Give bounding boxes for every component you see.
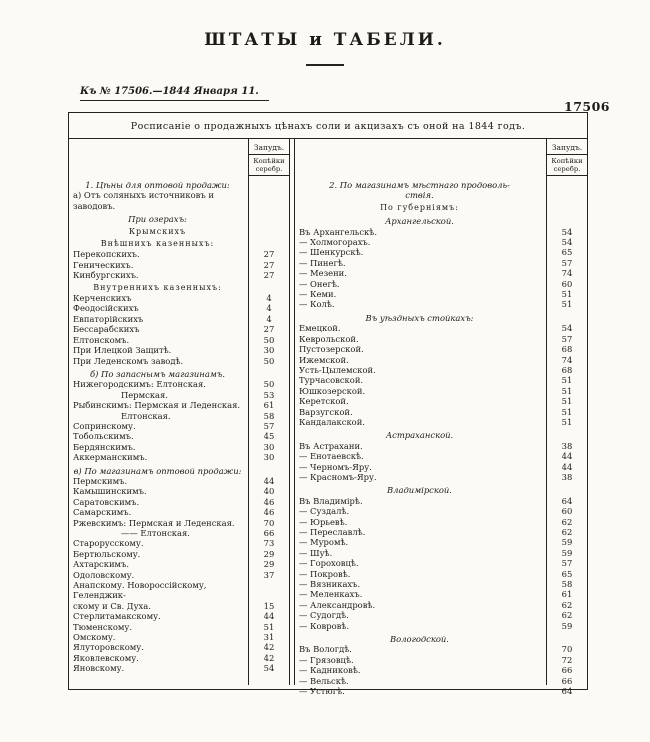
row-label: Кинбургскихъ. — [73, 270, 139, 281]
table-row — [295, 227, 587, 237]
table-row — [295, 258, 587, 268]
table-row — [295, 279, 587, 289]
row-value: 70 — [561, 644, 573, 655]
table-row — [69, 601, 289, 611]
table-row — [295, 589, 587, 599]
table-row — [295, 634, 587, 644]
row-label: Бертюльскому. — [73, 548, 141, 559]
row-label: Въ Владимірѣ. — [299, 495, 363, 506]
table-row — [69, 227, 289, 237]
row-value: 54 — [561, 323, 573, 334]
table-row — [295, 375, 587, 385]
row-label: а) Отъ соляныхъ источниковъ и заводовъ. — [73, 190, 214, 211]
right-column — [295, 139, 587, 697]
table-row — [295, 472, 587, 482]
table-row — [69, 442, 289, 452]
row-value: 57 — [263, 420, 275, 431]
row-label: Ижемской. — [299, 354, 349, 365]
table-row — [69, 431, 289, 441]
row-value: 68 — [561, 344, 573, 355]
row-value: 4 — [266, 303, 272, 314]
table-row — [69, 190, 289, 211]
row-label: Пермскимъ. — [73, 475, 128, 486]
table-row — [69, 653, 289, 663]
table-row — [295, 506, 587, 516]
table-row — [295, 600, 587, 610]
table-row — [69, 632, 289, 642]
row-value: 4 — [266, 293, 272, 304]
table-row — [69, 345, 289, 355]
table-row — [69, 559, 289, 569]
row-value: 54 — [561, 237, 573, 248]
row-value: 74 — [561, 354, 573, 365]
row-value: 59 — [561, 547, 573, 558]
table-row — [69, 538, 289, 548]
row-label: — Грязовцѣ. — [299, 654, 354, 665]
page-title: ШТАТЫ и ТАБЕЛИ. — [204, 30, 446, 50]
table-row — [295, 430, 587, 440]
row-value: 58 — [561, 579, 573, 590]
table-row — [69, 260, 289, 270]
table-row — [69, 390, 289, 400]
table-row — [69, 663, 289, 673]
row-value: 57 — [561, 257, 573, 268]
table-row — [295, 462, 587, 472]
table-row — [295, 323, 587, 333]
table-row — [295, 299, 587, 309]
row-label: Камышинскимъ. — [73, 486, 147, 497]
row-label: — Вельскѣ. — [299, 675, 349, 686]
row-value: 66 — [263, 528, 275, 538]
row-label: Внѣшнихъ казенныхъ: — [100, 239, 215, 249]
table-row — [69, 476, 289, 486]
row-label: По губерніямъ: — [380, 202, 459, 212]
reference-line: Къ № 17506.—1844 Января 11. — [80, 86, 269, 101]
row-value: 61 — [561, 589, 573, 600]
row-label: Ахтарскимъ. — [73, 559, 130, 570]
row-label: Въ уѣздныхъ стойкахъ: — [365, 312, 474, 323]
row-value: 51 — [561, 299, 573, 310]
table-row — [295, 537, 587, 547]
row-value: 54 — [263, 663, 275, 674]
row-value: 44 — [561, 451, 573, 462]
table-body — [69, 139, 587, 697]
row-value: 37 — [263, 569, 275, 580]
row-value: 51 — [263, 621, 275, 632]
table-row — [295, 203, 587, 213]
table-row — [295, 665, 587, 675]
row-value: 50 — [263, 355, 275, 366]
table-row — [295, 569, 587, 579]
row-label: Керченскихъ — [73, 293, 132, 304]
table-row — [69, 528, 289, 538]
row-label: в) По магазинамъ оптовой продажи: — [73, 465, 242, 476]
row-label: Ржевскимъ: Пермская и Леденская. — [73, 517, 235, 528]
table-row — [69, 622, 289, 632]
table-row — [295, 527, 587, 537]
row-label: Кандалакской. — [299, 416, 365, 427]
table-row — [69, 400, 289, 410]
row-value: 65 — [561, 568, 573, 579]
row-label: 1. Цѣны для оптовой продажи: — [85, 180, 230, 190]
table-row — [69, 379, 289, 389]
row-label: — Холмогорахъ. — [299, 237, 371, 248]
table-row — [69, 270, 289, 280]
price-column-header — [249, 139, 289, 177]
row-value: 62 — [561, 516, 573, 527]
table-row — [69, 486, 289, 496]
left-price-header — [69, 139, 289, 177]
row-value: 64 — [561, 686, 573, 697]
row-value: 30 — [263, 452, 275, 463]
row-label: Старорусскому. — [73, 538, 144, 549]
row-label: Архангельской. — [385, 216, 454, 227]
table-row — [69, 497, 289, 507]
row-label: — Кеми. — [299, 289, 337, 300]
row-label: Владимірской. — [387, 485, 452, 496]
table-row — [69, 570, 289, 580]
row-label: Въ Вологдѣ. — [299, 644, 352, 655]
row-value: 57 — [561, 558, 573, 569]
row-label: — Красномъ-Яру. — [299, 471, 377, 482]
row-value: 42 — [263, 652, 275, 663]
row-label: Астраханской. — [385, 430, 454, 441]
row-label: — Муромѣ. — [299, 537, 349, 548]
row-label: Яновскому. — [73, 663, 125, 674]
row-value: 29 — [263, 559, 275, 570]
price-header-rule — [547, 175, 587, 176]
row-label: Пустозерской. — [299, 344, 364, 355]
row-label: б) По запаснымъ магазинамъ. — [89, 368, 226, 379]
row-label: Вологодской. — [390, 634, 449, 645]
row-label: — Мезени. — [299, 268, 347, 279]
row-label: Тюменскому. — [73, 621, 133, 632]
price-header-rule — [249, 175, 289, 176]
price-header-rule — [547, 154, 587, 155]
row-value: 68 — [561, 364, 573, 375]
table-row — [69, 239, 289, 249]
table-row — [295, 655, 587, 665]
table-row — [295, 621, 587, 631]
table-row — [69, 466, 289, 476]
row-label: — Переславлѣ. — [299, 527, 366, 537]
row-label: Бессарабскихъ — [73, 324, 140, 335]
row-value: 27 — [263, 324, 275, 335]
row-value: 15 — [263, 600, 275, 611]
row-label: — Гороховцѣ. — [299, 558, 359, 569]
row-label: — Колѣ. — [299, 299, 335, 310]
table-row — [295, 334, 587, 344]
table-row — [295, 247, 587, 257]
row-value: 44 — [263, 475, 275, 486]
table-row — [69, 452, 289, 462]
table-row — [69, 335, 289, 345]
row-label: — Суздалѣ. — [299, 506, 350, 517]
row-value: 46 — [263, 507, 275, 518]
row-value: 50 — [263, 379, 275, 390]
row-value: 51 — [561, 396, 573, 407]
row-value: 27 — [263, 249, 275, 260]
table-row — [69, 303, 289, 313]
table-row — [69, 611, 289, 621]
row-label: При Илецкой Защитѣ. — [73, 345, 172, 356]
row-value: 64 — [561, 495, 573, 506]
row-value: 66 — [561, 665, 573, 676]
row-label: —— Елтонская. — [121, 528, 190, 538]
row-value: 60 — [561, 278, 573, 289]
row-label: — Вязникахъ. — [299, 579, 361, 590]
row-label: — Пинегѣ. — [299, 257, 346, 268]
table-row — [69, 324, 289, 334]
header-gap — [69, 139, 249, 177]
row-value: 30 — [263, 441, 275, 452]
table-row — [69, 214, 289, 224]
row-label: — Меленкахъ. — [299, 589, 363, 600]
row-value: 27 — [263, 259, 275, 270]
table-row — [69, 293, 289, 303]
row-label: — Шуѣ. — [299, 547, 333, 558]
header-gap — [295, 139, 547, 177]
table-row — [69, 549, 289, 559]
row-value: 40 — [263, 486, 275, 497]
row-value: 31 — [263, 632, 275, 643]
table-row — [295, 344, 587, 354]
table-row — [69, 249, 289, 259]
row-value: 58 — [263, 410, 275, 421]
table-row — [295, 579, 587, 589]
row-label: скому и Св. Духа. — [73, 600, 151, 611]
table-title: Росписаніе о продажныхъ цѣнахъ соли и акцизахъ съ оной на 1844 годъ. — [69, 113, 587, 139]
table-row — [295, 237, 587, 247]
row-value: 62 — [561, 527, 573, 537]
table-row — [295, 548, 587, 558]
table-row — [295, 313, 587, 323]
row-label: — Судогдѣ. — [299, 610, 349, 621]
row-label: 2. По магазинамъ мѣстнаго продоволь- — [329, 180, 510, 190]
row-value: 44 — [263, 611, 275, 622]
table-row — [295, 485, 587, 495]
table-row — [295, 686, 587, 696]
row-label: Анапскому. Новороссійскому, Геленджик- — [73, 580, 207, 601]
row-label: Перекопскихъ. — [73, 249, 140, 260]
row-label: Пермская. — [121, 389, 168, 400]
row-value: 70 — [263, 517, 275, 528]
row-value: 57 — [561, 333, 573, 344]
row-label: Феодосійскихъ — [73, 303, 139, 314]
row-label: Тобольскимъ. — [73, 431, 134, 442]
price-table — [68, 112, 588, 697]
row-value: 72 — [561, 654, 573, 665]
row-label: Евпаторійскихъ — [73, 313, 144, 324]
row-label: Въ Архангельскѣ. — [299, 226, 378, 237]
table-row — [295, 644, 587, 654]
row-value: 51 — [561, 289, 573, 300]
row-label: Емецкой. — [299, 323, 341, 334]
row-label: Яковлевскому. — [73, 652, 139, 663]
row-label: Крымскихъ — [128, 226, 187, 236]
price-column-header — [547, 139, 587, 177]
row-value: 4 — [266, 313, 272, 324]
row-label: ствія. — [405, 190, 434, 201]
row-value: 65 — [561, 247, 573, 258]
row-label: — Черномъ-Яру. — [299, 461, 372, 472]
row-label: Юшкозерской. — [299, 385, 366, 396]
row-label: — Ковровѣ. — [299, 620, 350, 631]
row-label: Въ Астрахани. — [299, 440, 363, 451]
table-row — [295, 190, 587, 200]
price-unit-label: Запудъ. — [253, 143, 285, 152]
table-row — [69, 356, 289, 366]
row-label: — Онегѣ. — [299, 278, 340, 289]
row-value: 46 — [263, 496, 275, 507]
row-value: 51 — [561, 406, 573, 417]
row-label: Сопринскому. — [73, 420, 136, 431]
row-value: 62 — [561, 610, 573, 621]
row-label: — Александровѣ. — [299, 599, 376, 610]
table-row — [295, 268, 587, 278]
row-value: 27 — [263, 270, 275, 281]
table-row — [295, 517, 587, 527]
row-label: Елтонская. — [121, 410, 171, 421]
row-value: 60 — [561, 506, 573, 517]
row-label: Саратовскимъ. — [73, 496, 140, 507]
table-row — [295, 407, 587, 417]
row-label: — Шенкурскѣ. — [299, 247, 364, 258]
row-label: Рыбинскимъ: Пермская и Леденская. — [73, 400, 241, 411]
row-label: — Покровѣ. — [299, 568, 351, 579]
row-label: Нижегородскимъ: Елтонская. — [73, 379, 206, 390]
table-row — [295, 676, 587, 686]
row-value: 50 — [263, 334, 275, 345]
row-value: 29 — [263, 548, 275, 559]
price-currency-label: Копѣйки серебр. — [253, 157, 285, 173]
row-label: Стерлитамакскому. — [73, 611, 161, 622]
row-value: 61 — [263, 400, 275, 411]
row-label: Керетской. — [299, 396, 349, 407]
table-row — [295, 180, 587, 190]
right-rows — [295, 180, 587, 697]
price-currency-label: Копѣйки серебр. — [551, 157, 583, 173]
row-label: Турчасовской. — [299, 375, 364, 386]
title-rule — [306, 64, 344, 66]
price-header-rule — [249, 154, 289, 155]
table-row — [295, 610, 587, 620]
row-value: 42 — [263, 642, 275, 653]
table-row — [69, 411, 289, 421]
row-value: 74 — [561, 268, 573, 279]
row-value: 53 — [263, 389, 275, 400]
row-label: Самарскимъ. — [73, 507, 132, 518]
row-label: — Кадниковѣ. — [299, 665, 361, 676]
table-row — [295, 441, 587, 451]
page-number: 17506 — [564, 99, 610, 114]
table-row — [295, 451, 587, 461]
row-label: При Леденскомъ заводѣ. — [73, 355, 184, 366]
row-value: 51 — [561, 385, 573, 396]
price-unit-label: Запудъ. — [551, 143, 583, 152]
row-label: Омскому. — [73, 632, 116, 643]
table-row — [69, 580, 289, 601]
table-row — [295, 396, 587, 406]
table-row — [295, 365, 587, 375]
table-row — [295, 558, 587, 568]
row-label: Внутреннихъ казенныхъ: — [93, 282, 222, 292]
table-row — [69, 421, 289, 431]
table-row — [69, 180, 289, 190]
row-label: Аккерманскимъ. — [73, 452, 148, 463]
row-label: При озерахъ: — [128, 214, 187, 225]
row-value: 73 — [263, 538, 275, 549]
table-row — [295, 289, 587, 299]
row-label: — Юрьевѣ. — [299, 516, 348, 527]
left-rows — [69, 180, 289, 674]
row-value: 38 — [561, 440, 573, 451]
row-label: Усть-Цылемской. — [299, 364, 376, 375]
table-row — [295, 386, 587, 396]
table-row — [69, 369, 289, 379]
row-label: Геническихъ. — [73, 259, 134, 270]
row-value: 38 — [561, 471, 573, 482]
row-label: Бердянскимъ. — [73, 441, 136, 452]
row-value: 51 — [561, 375, 573, 386]
row-label: Варзугской. — [299, 406, 353, 417]
table-row — [69, 642, 289, 652]
table-row — [295, 355, 587, 365]
table-row — [69, 507, 289, 517]
row-value: 59 — [561, 620, 573, 631]
row-value: 51 — [561, 416, 573, 427]
row-label: Кеврольской. — [299, 333, 359, 344]
table-row — [69, 314, 289, 324]
row-value: 62 — [561, 599, 573, 610]
row-label: Елтонскомъ. — [73, 334, 130, 345]
left-column — [69, 139, 289, 685]
row-value: 30 — [263, 345, 275, 356]
row-value: 44 — [561, 461, 573, 472]
table-row — [295, 216, 587, 226]
row-label: — Устюгѣ. — [299, 686, 345, 697]
row-value: 45 — [263, 431, 275, 442]
row-label: Ялуторовскому. — [73, 642, 144, 653]
row-value: 66 — [561, 675, 573, 686]
table-row — [69, 518, 289, 528]
row-value: 54 — [561, 226, 573, 237]
right-price-header — [295, 139, 587, 177]
table-row — [295, 496, 587, 506]
row-label: Одоловскому. — [73, 569, 135, 580]
table-row — [295, 417, 587, 427]
row-label: — Енотаевскѣ. — [299, 451, 364, 462]
table-row — [69, 283, 289, 293]
row-value: 59 — [561, 537, 573, 548]
